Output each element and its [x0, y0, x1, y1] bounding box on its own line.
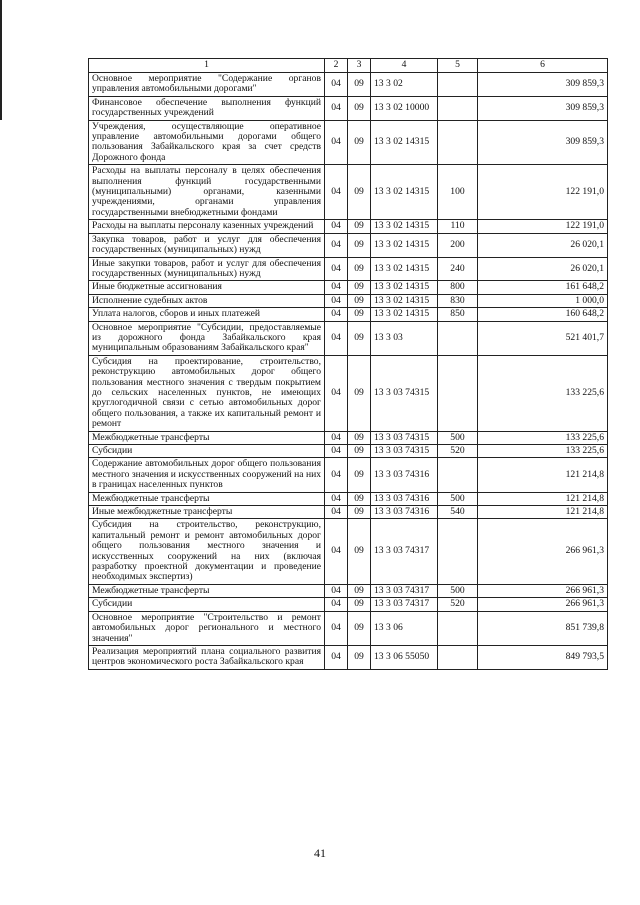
amount-cell: 121 214,8 — [478, 458, 608, 492]
section-cell: 04 — [325, 506, 348, 519]
row-name-cell: Иные закупки товаров, работ и услуг для обеспечения государственных (муниципальных) нужд — [89, 257, 325, 281]
expense-type-cell — [438, 96, 478, 120]
expense-type-cell — [438, 321, 478, 355]
header-cell: 4 — [371, 59, 438, 73]
section-cell: 04 — [325, 220, 348, 233]
row-name-cell: Основное мероприятие "Субсидии, предоставляемые из дорожного фонда Забайкальского края муниципальным образованиям Забайкальского края" — [89, 321, 325, 355]
amount-cell: 161 648,2 — [478, 281, 608, 294]
section-cell: 04 — [325, 165, 348, 220]
row-name-cell: Основное мероприятие "Содержание органов управления автомобильными дорогами" — [89, 73, 325, 97]
section-cell: 04 — [325, 233, 348, 257]
target-article-cell: 13 3 03 74317 — [371, 519, 438, 584]
target-article-cell: 13 3 03 74316 — [371, 492, 438, 505]
page-number: 41 — [314, 846, 326, 860]
table-row — [89, 96, 608, 120]
subsection-cell: 09 — [348, 611, 371, 645]
expense-type-cell — [438, 120, 478, 165]
subsection-cell: 09 — [348, 645, 371, 669]
section-cell: 04 — [325, 598, 348, 611]
row-name-cell: Исполнение судебных актов — [89, 294, 325, 307]
table-row — [89, 584, 608, 597]
target-article-cell: 13 3 03 74316 — [371, 506, 438, 519]
expense-type-cell: 520 — [438, 445, 478, 458]
subsection-cell: 09 — [348, 281, 371, 294]
amount-cell: 266 961,3 — [478, 584, 608, 597]
target-article-cell: 13 3 03 74316 — [371, 458, 438, 492]
table-row — [89, 73, 608, 97]
table-row — [89, 492, 608, 505]
target-article-cell: 13 3 02 14315 — [371, 257, 438, 281]
row-name-cell: Реализация мероприятий плана социального развития центров экономического роста Забайкальского края — [89, 645, 325, 669]
expense-type-cell — [438, 519, 478, 584]
section-cell: 04 — [325, 645, 348, 669]
subsection-cell: 09 — [348, 308, 371, 321]
row-name-cell: Закупка товаров, работ и услуг для обеспечения государственных (муниципальных) нужд — [89, 233, 325, 257]
subsection-cell: 09 — [348, 73, 371, 97]
target-article-cell: 13 3 02 14315 — [371, 294, 438, 307]
header-cell: 5 — [438, 59, 478, 73]
row-name-cell: Содержание автомобильных дорог общего пользования местного значения и искусственных сооружений на них в границах населенных пунктов — [89, 458, 325, 492]
expense-type-cell — [438, 611, 478, 645]
scan-margin-line — [0, 0, 2, 120]
amount-cell: 133 225,6 — [478, 431, 608, 444]
expense-type-cell: 500 — [438, 431, 478, 444]
target-article-cell: 13 3 03 74315 — [371, 355, 438, 431]
row-name-cell: Межбюджетные трансферты — [89, 431, 325, 444]
section-cell: 04 — [325, 257, 348, 281]
subsection-cell: 09 — [348, 257, 371, 281]
section-cell: 04 — [325, 458, 348, 492]
table-header-row — [89, 59, 608, 73]
subsection-cell: 09 — [348, 321, 371, 355]
row-name-cell: Иные межбюджетные трансферты — [89, 506, 325, 519]
subsection-cell: 09 — [348, 584, 371, 597]
section-cell: 04 — [325, 321, 348, 355]
amount-cell: 121 214,8 — [478, 506, 608, 519]
section-cell: 04 — [325, 73, 348, 97]
amount-cell: 122 191,0 — [478, 220, 608, 233]
amount-cell: 121 214,8 — [478, 492, 608, 505]
subsection-cell: 09 — [348, 506, 371, 519]
expense-type-cell: 240 — [438, 257, 478, 281]
subsection-cell: 09 — [348, 165, 371, 220]
expense-type-cell: 800 — [438, 281, 478, 294]
expense-type-cell — [438, 645, 478, 669]
amount-cell: 122 191,0 — [478, 165, 608, 220]
expense-type-cell: 850 — [438, 308, 478, 321]
subsection-cell: 09 — [348, 294, 371, 307]
row-name-cell: Расходы на выплаты персоналу казенных учреждений — [89, 220, 325, 233]
expense-type-cell: 830 — [438, 294, 478, 307]
amount-cell: 851 739,8 — [478, 611, 608, 645]
section-cell: 04 — [325, 492, 348, 505]
amount-cell: 849 793,5 — [478, 645, 608, 669]
target-article-cell: 13 3 02 14315 — [371, 220, 438, 233]
header-cell: 1 — [89, 59, 325, 73]
row-name-cell: Межбюджетные трансферты — [89, 584, 325, 597]
table-row — [89, 506, 608, 519]
row-name-cell: Уплата налогов, сборов и иных платежей — [89, 308, 325, 321]
row-name-cell: Субсидии — [89, 445, 325, 458]
section-cell: 04 — [325, 355, 348, 431]
section-cell: 04 — [325, 431, 348, 444]
subsection-cell: 09 — [348, 355, 371, 431]
table-row — [89, 598, 608, 611]
row-name-cell: Субсидия на проектирование, строительство, реконструкцию автомобильных дорог общего пользования местного значения с твердым покрытием до сельских населенных пунктов, не имеющих круглогодичной связи с сетью автомобильных дорог общего пользования, а также их капитальный ремонт и ремонт — [89, 355, 325, 431]
expense-type-cell — [438, 355, 478, 431]
subsection-cell: 09 — [348, 458, 371, 492]
target-article-cell: 13 3 03 74317 — [371, 598, 438, 611]
row-name-cell: Субсидии — [89, 598, 325, 611]
table-row — [89, 233, 608, 257]
amount-cell: 266 961,3 — [478, 519, 608, 584]
row-name-cell: Межбюджетные трансферты — [89, 492, 325, 505]
subsection-cell: 09 — [348, 220, 371, 233]
target-article-cell: 13 3 02 10000 — [371, 96, 438, 120]
section-cell: 04 — [325, 611, 348, 645]
header-cell: 2 — [325, 59, 348, 73]
expense-type-cell: 200 — [438, 233, 478, 257]
section-cell: 04 — [325, 445, 348, 458]
target-article-cell: 13 3 03 — [371, 321, 438, 355]
row-name-cell: Субсидия на строительство, реконструкцию, капитальный ремонт и ремонт автомобильных дорог общего пользования местного значения и искусственных сооружений на них (включая разработку проектной документации и проведение необходимых экспертиз) — [89, 519, 325, 584]
amount-cell: 1 000,0 — [478, 294, 608, 307]
row-name-cell: Иные бюджетные ассигнования — [89, 281, 325, 294]
target-article-cell: 13 3 03 74315 — [371, 445, 438, 458]
row-name-cell: Учреждения, осуществляющие оперативное управление автомобильными дорогами общего пользования Забайкальского края за счет средств Дорожного фонда — [89, 120, 325, 165]
table-row — [89, 294, 608, 307]
target-article-cell: 13 3 02 14315 — [371, 165, 438, 220]
table-row — [89, 458, 608, 492]
table-row — [89, 165, 608, 220]
subsection-cell: 09 — [348, 431, 371, 444]
expense-type-cell: 540 — [438, 506, 478, 519]
section-cell: 04 — [325, 308, 348, 321]
target-article-cell: 13 3 02 — [371, 73, 438, 97]
target-article-cell: 13 3 02 14315 — [371, 281, 438, 294]
section-cell: 04 — [325, 519, 348, 584]
section-cell: 04 — [325, 294, 348, 307]
subsection-cell: 09 — [348, 598, 371, 611]
table-row — [89, 308, 608, 321]
target-article-cell: 13 3 02 14315 — [371, 308, 438, 321]
section-cell: 04 — [325, 120, 348, 165]
table-row — [89, 519, 608, 584]
table-row — [89, 355, 608, 431]
table-row — [89, 611, 608, 645]
subsection-cell: 09 — [348, 96, 371, 120]
target-article-cell: 13 3 03 74315 — [371, 431, 438, 444]
target-article-cell: 13 3 06 — [371, 611, 438, 645]
table-row — [89, 321, 608, 355]
budget-table — [88, 58, 608, 670]
amount-cell: 309 859,3 — [478, 96, 608, 120]
section-cell: 04 — [325, 584, 348, 597]
expense-type-cell — [438, 458, 478, 492]
section-cell: 04 — [325, 281, 348, 294]
amount-cell: 26 020,1 — [478, 233, 608, 257]
amount-cell: 521 401,7 — [478, 321, 608, 355]
expense-type-cell: 110 — [438, 220, 478, 233]
expense-type-cell: 100 — [438, 165, 478, 220]
amount-cell: 309 859,3 — [478, 73, 608, 97]
header-cell: 6 — [478, 59, 608, 73]
table-row — [89, 120, 608, 165]
section-cell: 04 — [325, 96, 348, 120]
subsection-cell: 09 — [348, 120, 371, 165]
amount-cell: 309 859,3 — [478, 120, 608, 165]
expense-type-cell: 500 — [438, 492, 478, 505]
table-row — [89, 645, 608, 669]
expense-type-cell: 520 — [438, 598, 478, 611]
subsection-cell: 09 — [348, 445, 371, 458]
amount-cell: 160 648,2 — [478, 308, 608, 321]
amount-cell: 133 225,6 — [478, 445, 608, 458]
table-row — [89, 445, 608, 458]
subsection-cell: 09 — [348, 519, 371, 584]
target-article-cell: 13 3 02 14315 — [371, 233, 438, 257]
amount-cell: 266 961,3 — [478, 598, 608, 611]
target-article-cell: 13 3 03 74317 — [371, 584, 438, 597]
table-row — [89, 220, 608, 233]
table-row — [89, 431, 608, 444]
amount-cell: 26 020,1 — [478, 257, 608, 281]
expense-type-cell — [438, 73, 478, 97]
target-article-cell: 13 3 06 55050 — [371, 645, 438, 669]
table-row — [89, 257, 608, 281]
row-name-cell: Основное мероприятие "Строительство и ремонт автомобильных дорог регионального и местного значения" — [89, 611, 325, 645]
amount-cell: 133 225,6 — [478, 355, 608, 431]
subsection-cell: 09 — [348, 233, 371, 257]
row-name-cell: Финансовое обеспечение выполнения функций государственных учреждений — [89, 96, 325, 120]
row-name-cell: Расходы на выплаты персоналу в целях обеспечения выполнения функций государственными (муниципальными) органами, казенными учреждениями, органами управления государственными внебюджетными фондами — [89, 165, 325, 220]
header-cell: 3 — [348, 59, 371, 73]
expense-type-cell: 500 — [438, 584, 478, 597]
target-article-cell: 13 3 02 14315 — [371, 120, 438, 165]
table-row — [89, 281, 608, 294]
subsection-cell: 09 — [348, 492, 371, 505]
